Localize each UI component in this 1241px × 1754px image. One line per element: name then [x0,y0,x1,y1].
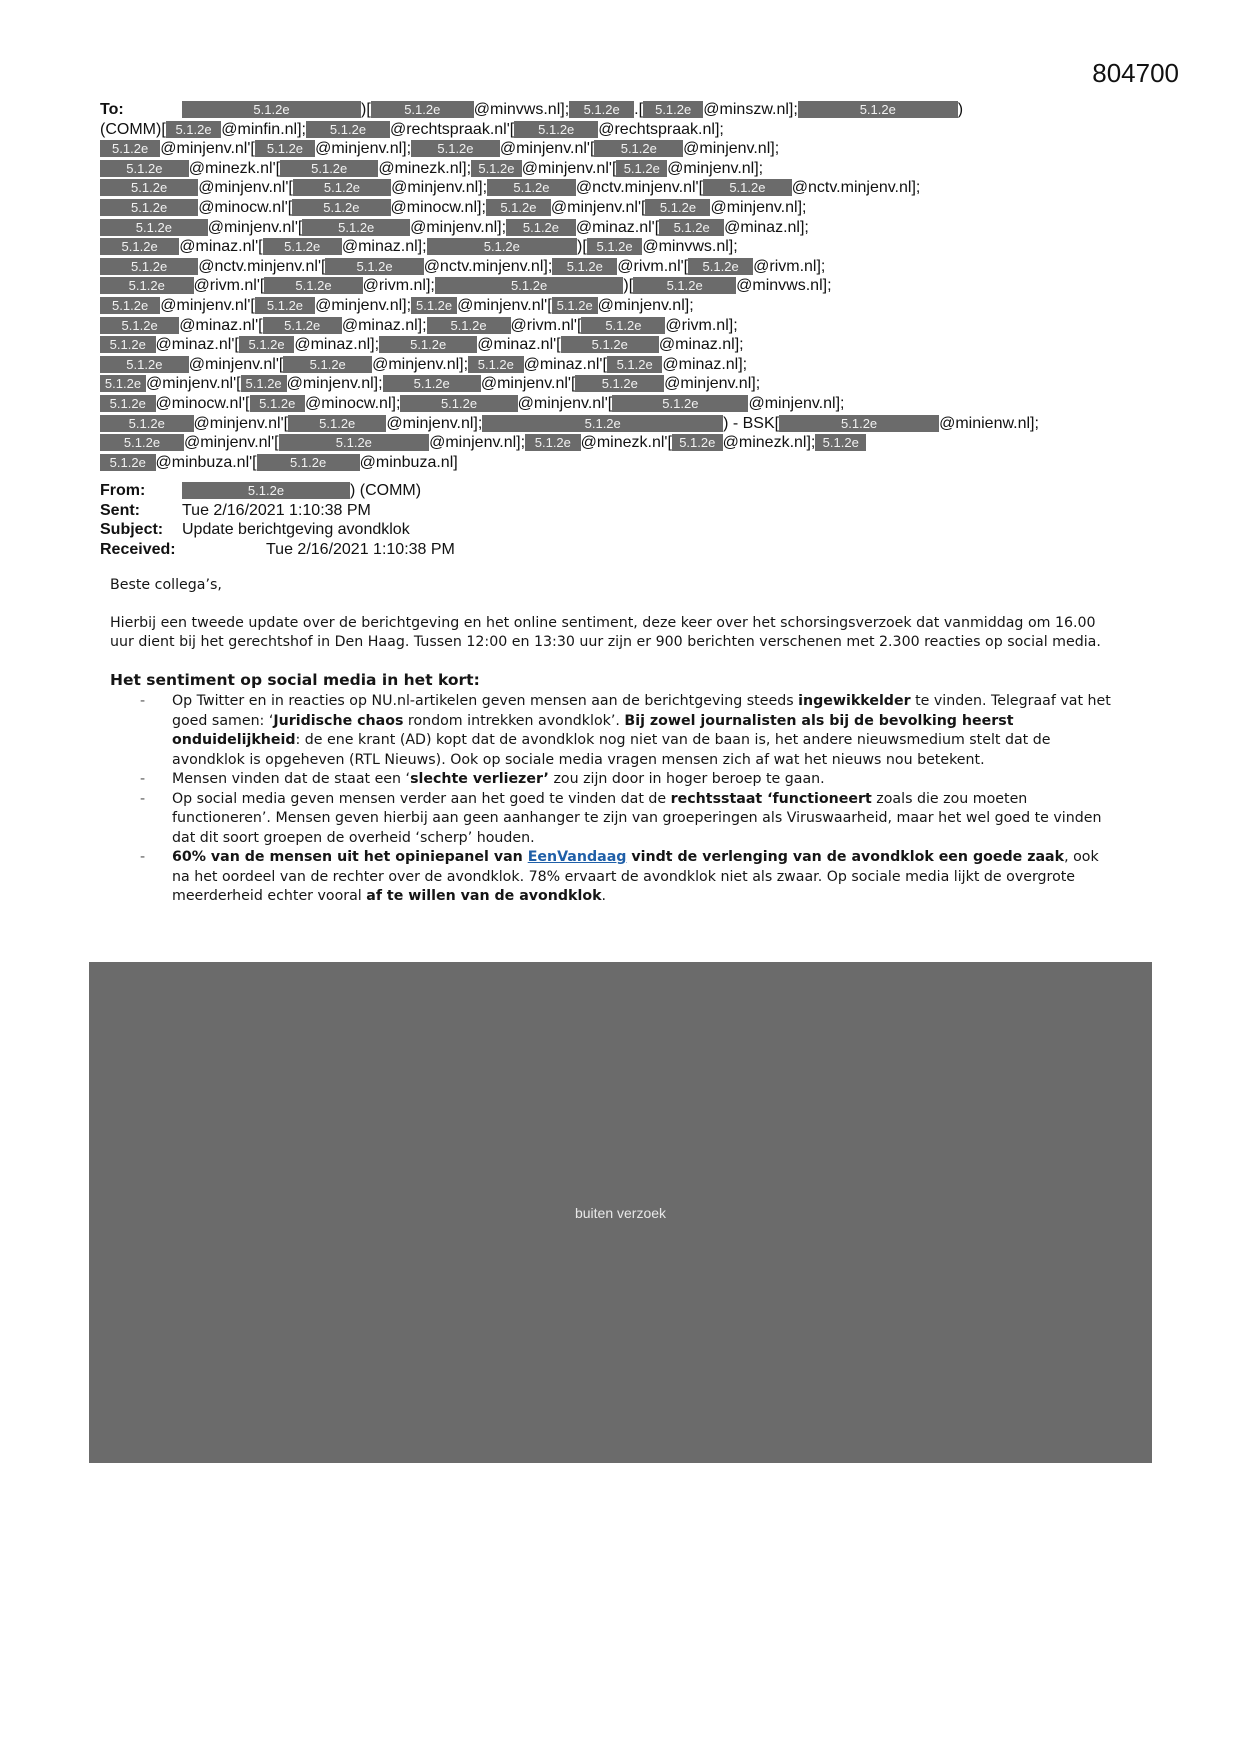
redaction-box: 5.1.2e [264,277,362,294]
recipient-address: @rivm.nl]; [665,316,738,334]
redaction-box: 5.1.2e [815,434,866,451]
from-label: From: [100,482,146,499]
recipient-address: @minaz.nl]; [294,336,380,354]
subject-label: Subject: [100,521,164,539]
redaction-box: 5.1.2e [100,258,198,275]
recipient-line [100,159,1120,179]
redaction-box: 5.1.2e [100,238,179,255]
recipient-line [100,198,1120,218]
recipient-address: @minaz.nl'[ [179,316,263,334]
redaction-box: 5.1.2e [100,140,160,157]
recipient-address: @minaz.nl'[ [523,355,607,373]
recipient-address: @minszw.nl]; [703,101,798,118]
recipient-address: .[ [634,101,644,118]
recipient-address: @minaz.nl]; [658,336,744,354]
recipient-address: @minaz.nl'[ [155,336,239,354]
redaction-box: 5.1.2e [255,140,315,157]
recipient-address: @minjenv.nl]; [429,434,526,452]
redaction-box: 5.1.2e [293,179,391,196]
redaction-box: 5.1.2e [798,101,958,118]
bold-run: vindt de verlenging van de avondklok een goede zaak [626,849,1065,865]
redaction-box: 5.1.2e [302,219,410,236]
redaction-box: 5.1.2e [400,395,517,412]
sent-label: Sent: [100,501,140,519]
intro-paragraph: Hierbij een tweede update over de berichtgeving en het online sentiment, deze keer over het schorsingsverzoek dat vanmiddag om 16.00 uur dient bij het gerechtshof in Den Haag. Tussen 12:00 en 13:30 uur zijn er 900 berichten verschenen met 2.300 reacties op social media. [110,614,1101,650]
recipient-address: @minjenv.nl'[ [499,140,595,158]
to-label: To: [100,101,124,118]
redaction-box: 5.1.2e [379,336,477,353]
recipient-address: @minjenv.nl]; [667,159,764,177]
redaction-box: 5.1.2e [581,317,665,334]
redaction-box: 5.1.2e [587,238,643,255]
text-run: Mensen vinden dat de staat een ‘ [172,771,411,787]
recipient-address: @minjenv.nl]; [315,296,412,314]
recipient-address: @nctv.minjenv.nl'[ [575,179,704,197]
redaction-box: 5.1.2e [486,199,551,216]
redaction-box: 5.1.2e [100,179,198,196]
recipient-line [100,218,1120,238]
recipient-address: @rivm.nl'[ [193,277,265,295]
recipient-line [100,355,1120,375]
redaction-box: 5.1.2e [552,258,617,275]
recipient-address: @minjenv.nl'[ [160,296,255,314]
sent-value: Tue 2/16/2021 1:10:38 PM [182,501,371,519]
recipient-address: @minjenv.nl]; [664,375,761,393]
received-value: Tue 2/16/2021 1:10:38 PM [266,540,455,558]
text-run: zou zijn door in hoger beroep te gaan. [548,771,825,787]
redaction-box: 5.1.2e [411,297,457,314]
recipient-address: @minjenv.nl]; [597,296,694,314]
recipient-address: @minaz.nl]; [724,218,809,236]
redaction-box: 5.1.2e [100,356,189,373]
recipient-address: @minjenv.nl'[ [193,414,289,432]
recipient-address: @minbuza.nl] [359,453,458,471]
text-run: zoals die zou moeten functioneren’. Mensen geven hierbij aan geen aanhanger te zijn van groeperingen als Viruswaarheid, maar het wel goed te vinden dat dit soort groepen de overheid ‘scherp’ houden. [172,790,1102,846]
email-meta [100,481,1100,559]
recipient-address: @minaz.nl'[ [575,218,660,236]
redaction-box: 5.1.2e [612,395,748,412]
recipient-address: @minjenv.nl]; [748,394,845,412]
outside-request-redaction [89,962,1152,1463]
recipient-address: @minjenv.nl'[ [457,296,552,314]
text-run: te vinden. Telegraaf vat het goed samen: ‘ [172,693,1111,729]
subject-row [100,520,1100,540]
redaction-box: 5.1.2e [100,434,184,451]
redaction-box: 5.1.2e [100,415,194,432]
text-run: . [601,888,607,904]
redaction-box: 5.1.2e [575,375,664,392]
recipients-block [100,100,1120,472]
recipient-address: @minjenv.nl'[ [146,375,241,393]
redaction-box: 5.1.2e [633,277,736,294]
redaction-box: 5.1.2e [427,238,578,255]
recipient-address: @minjenv.nl]; [410,218,507,236]
recipient-line [100,414,1120,434]
bold-run: Bij zowel journalisten als bij de bevolking heerst onduidelijkheid [172,712,1014,748]
recipient-line [100,453,1120,473]
recipient-address: @minjenv.nl]; [391,179,488,197]
redaction-box: 5.1.2e [100,395,156,412]
redaction-box: 5.1.2e [100,160,189,177]
recipient-address: @minfin.nl]; [221,120,306,138]
redaction-box: 5.1.2e [607,356,663,373]
recipient-address: @rivm.nl'[ [617,257,689,275]
redaction-box: 5.1.2e [182,482,350,499]
recipient-address: @minjenv.nl'[ [550,198,646,216]
redaction-box: 5.1.2e [594,140,683,157]
recipient-address: (COMM)[ [100,120,166,138]
redaction-box: 5.1.2e [643,101,703,118]
recipient-line [100,276,1120,296]
bold-run: slechte verliezer’ [410,771,549,787]
redaction-box: 5.1.2e [471,160,522,177]
document-number: 804700 [1092,58,1179,88]
redaction-box: 5.1.2e [100,317,179,334]
recipient-address: @rivm.nl]; [362,277,435,295]
redaction-box: 5.1.2e [645,199,710,216]
redaction-box: 5.1.2e [279,434,430,451]
recipient-line [100,296,1120,316]
recipient-address: @minvws.nl]; [642,238,738,256]
redaction-box: 5.1.2e [569,101,634,118]
recipient-address: @rechtspraak.nl]; [598,120,724,138]
recipient-line [100,100,1120,120]
recipient-address: @minaz.nl'[ [179,238,263,256]
from-row [100,481,1100,501]
sentiment-list [110,692,1120,907]
outside-request-label: buiten verzoek [574,1204,667,1221]
redaction-box: 5.1.2e [468,356,524,373]
redaction-box: 5.1.2e [371,101,474,118]
redaction-box: 5.1.2e [257,454,360,471]
received-label: Received: [100,540,176,558]
redaction-box: 5.1.2e [241,375,287,392]
redaction-box: 5.1.2e [514,121,598,138]
redaction-box: 5.1.2e [250,395,306,412]
redaction-box: 5.1.2e [292,199,390,216]
recipient-address: @minjenv.nl]; [286,375,383,393]
redaction-box: 5.1.2e [239,336,295,353]
recipient-address: @minocw.nl]; [305,394,401,412]
redaction-box: 5.1.2e [561,336,659,353]
recipient-address: )[ [361,101,371,118]
recipient-address: ) - BSK[ [723,414,780,432]
bold-run: Juridische chaos [273,712,404,729]
text-run: : de ene krant (AD) kopt dat de avondklok nog niet van de baan is, het andere nieuwsmedium stelt dat de avondklok is opgeheven (RTL Nieuws). Ook op sociale media vragen mensen zich af wat het nieuws nou betekent. [172,732,1051,768]
email-body [110,576,1120,907]
bold-run: 60% van de mensen uit het opiniepanel van [172,849,528,865]
redaction-box: 5.1.2e [100,219,208,236]
redaction-box: 5.1.2e [182,101,361,118]
redaction-box: 5.1.2e [100,199,198,216]
text-run: Op Twitter en in reacties op NU.nl-artikelen geven mensen aan de berichtgeving steeds [172,693,799,709]
bold-run: af te willen van de avondklok [366,888,602,904]
recipient-address: @minvws.nl]; [736,277,832,295]
redaction-box: 5.1.2e [552,297,598,314]
redaction-box: 5.1.2e [100,277,194,294]
recipient-line [100,335,1120,355]
recipient-address: @minaz.nl]; [662,355,748,373]
recipient-address: @minocw.nl'[ [198,198,293,216]
recipient-line [100,139,1120,159]
redaction-box: 5.1.2e [263,238,342,255]
recipient-address: @minjenv.nl]; [386,414,483,432]
redaction-box: 5.1.2e [288,415,386,432]
list-item [110,692,1120,770]
redaction-box: 5.1.2e [703,179,792,196]
bullet-dash: - [140,849,146,865]
bold-run: rechtsstaat ‘functioneert [670,790,872,807]
redaction-box: 5.1.2e [487,179,576,196]
recipient-address: @nctv.minjenv.nl]; [423,257,553,275]
text-run: Op social media geven mensen verder aan het goed te vinden dat de [172,790,671,807]
recipient-line [100,237,1120,257]
sent-row [100,501,1100,521]
recipient-line [100,316,1120,336]
recipient-address: @nctv.minjenv.nl'[ [198,257,326,275]
subject-value: Update berichtgeving avondklok [182,521,410,539]
list-item [110,790,1120,849]
list-item [110,770,1120,790]
recipient-address: @minjenv.nl'[ [160,140,255,158]
recipient-address: @rivm.nl]; [753,257,826,275]
recipient-address: @minjenv.nl'[ [207,218,303,236]
redaction-box: 5.1.2e [672,434,723,451]
recipient-address: @minienw.nl]; [939,414,1039,432]
redaction-box: 5.1.2e [306,121,390,138]
redaction-box: 5.1.2e [263,317,342,334]
redaction-box: 5.1.2e [482,415,723,432]
recipient-line [100,120,1120,140]
bold-run: ingewikkelder [798,693,911,709]
recipient-address: )[ [623,277,634,295]
recipient-address: @minvws.nl]; [473,101,570,118]
recipient-address: @minjenv.nl]; [683,140,780,158]
redaction-box: 5.1.2e [166,121,222,138]
recipient-address: )[ [577,238,587,256]
recipient-address: @minezk.nl'[ [188,159,281,177]
received-row [100,540,1100,560]
redaction-box: 5.1.2e [411,140,500,157]
bullet-dash: - [140,771,146,787]
recipient-address: @minezk.nl'[ [580,434,672,452]
recipient-address: @minjenv.nl]; [315,140,412,158]
recipient-line [100,374,1120,394]
redaction-box: 5.1.2e [616,160,667,177]
redaction-box: 5.1.2e [525,434,581,451]
redaction-box: 5.1.2e [383,375,481,392]
recipient-address: @minjenv.nl'[ [184,434,279,452]
recipient-address: @minbuza.nl'[ [155,453,257,471]
redaction-box: 5.1.2e [779,415,939,432]
eenvandaag-link[interactable]: EenVandaag [527,849,627,865]
redaction-box: 5.1.2e [688,258,753,275]
redaction-box: 5.1.2e [659,219,724,236]
recipient-line [100,433,1120,453]
redaction-box: 5.1.2e [100,297,160,314]
recipient-address: @minjenv.nl'[ [198,179,293,197]
bullet-dash: - [140,693,146,709]
recipient-address: @minocw.nl'[ [155,394,250,412]
redaction-box: 5.1.2e [255,297,315,314]
section-heading: Het sentiment op social media in het kort: [110,670,480,689]
recipient-address: @rivm.nl'[ [510,316,582,334]
recipient-address: @minjenv.nl]; [710,198,807,216]
bullet-dash: - [140,790,146,807]
redaction-box: 5.1.2e [100,375,146,392]
redaction-box: 5.1.2e [506,219,576,236]
redaction-box: 5.1.2e [280,160,378,177]
redaction-box: 5.1.2e [427,317,511,334]
redaction-box: 5.1.2e [100,336,156,353]
recipient-address: @minjenv.nl]; [372,355,469,373]
recipient-address: @minjenv.nl'[ [188,355,284,373]
recipient-line [100,394,1120,414]
text-run: , ook na het oordeel van de rechter over de avondklok. 78% ervaart de avondklok niet als zwaar. Op sociale media lijkt de overgrote meerderheid echter vooral [172,849,1099,904]
recipient-address: @nctv.minjenv.nl]; [791,179,921,197]
redaction-box: 5.1.2e [100,454,156,471]
recipient-address: @minaz.nl]; [341,238,427,256]
recipient-line [100,178,1120,198]
redaction-box: 5.1.2e [435,277,624,294]
recipient-address: @minjenv.nl'[ [521,159,617,177]
recipient-address: @minaz.nl]; [341,316,427,334]
list-item [110,848,1120,907]
recipient-line [100,257,1120,277]
redaction-box: 5.1.2e [325,258,423,275]
recipient-address: ) [957,101,964,118]
recipient-address: @minezk.nl]; [722,434,816,452]
recipient-address: @minaz.nl'[ [477,336,561,354]
greeting: Beste collega’s, [110,577,222,593]
recipient-address: @rechtspraak.nl'[ [389,120,515,138]
recipient-address: @minocw.nl]; [390,198,486,216]
text-run: rondom intrekken avondklok’. [403,712,625,729]
recipient-address: @minjenv.nl'[ [517,394,613,412]
recipient-address: @minezk.nl]; [378,159,472,177]
from-suffix: ) (COMM) [350,482,422,499]
redaction-box: 5.1.2e [283,356,372,373]
recipient-address: @minjenv.nl'[ [480,375,576,393]
